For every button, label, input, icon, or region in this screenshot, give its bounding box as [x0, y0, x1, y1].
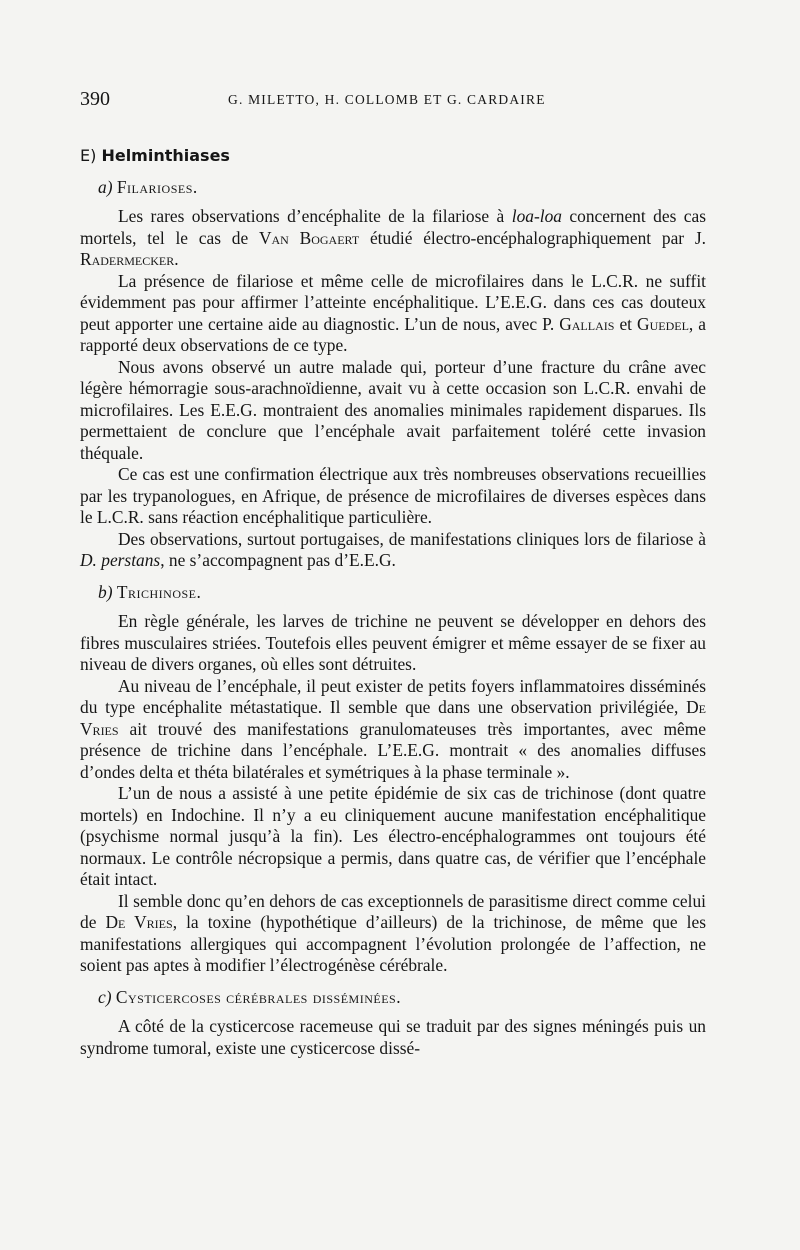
paragraph: En règle générale, les larves de trichine ne peuvent se développer en dehors des fibres musculaires striées. Toutefois elles peuvent émigrer et même essayer de se fixer au niveau de divers organes, où elles sont détruites. [80, 611, 706, 674]
paragraph: La présence de filariose et même celle de microfilaires dans le L.C.R. ne suffit évidemment pas pour affirmer l’atteinte encéphalitique. L’E.E.G. dans ces cas douteux peut apporter une certaine aide au diagnostic. L’un de nous, avec P. Gallais et Guedel, a rapporté deux observations de ce type. [80, 270, 706, 355]
subsection-heading-c [80, 987, 706, 1009]
subsection-letter: a) [98, 176, 113, 197]
italic-term: D. perstans [80, 550, 161, 570]
page-number: 390 [80, 88, 110, 110]
subsection-title: Filarioses. [116, 176, 198, 197]
subsection-heading-b [80, 582, 706, 604]
section-heading [80, 145, 706, 167]
subsection-title: Cysticercoses cérébrales disséminées. [115, 986, 402, 1007]
paragraph: Il semble donc qu’en dehors de cas exceptionnels de parasitisme direct comme celui de De Vries, la toxine (hypothétique d’ailleurs) de la trichinose, de même que les manifestations allergiques qui accompagnent l’évolution prolongée de l’affection, ne soient pas aptes à modifier l’électrogénèse cérébrale. [80, 890, 706, 975]
running-header [80, 88, 706, 114]
author-name: De Vries [80, 697, 706, 739]
section-label: E) [80, 146, 97, 165]
paragraph: Nous avons observé un autre malade qui, porteur d’une fracture du crâne avec légère hémorragie sous-arachnoïdienne, avait vu à cette occasion son L.C.R. envahi de microfilaires. Les E.E.G. montraient des anomalies minimales rapidement disparues. Ils permettaient de conclure que l’encéphale avait parfaitement toléré cette invasion théquale. [80, 356, 706, 463]
section-title: Helminthiases [101, 146, 230, 165]
paragraph: L’un de nous a assisté à une petite épidémie de six cas de trichinose (dont quatre mortels) en Indochine. Il n’y a eu cliniquement aucune manifestation encéphalitique (psychisme normal jusqu’à la fin). Les électro-encéphalogrammes ont toujours été normaux. Le contrôle nécropsique a permis, dans quatre cas, de vérifier que l’encéphale était intact. [80, 783, 706, 889]
paragraph: A côté de la cysticercose racemeuse qui se traduit par des signes méningés puis un syndrome tumoral, existe une cysticercose dissé- [80, 1016, 706, 1058]
author-name: Van Bogaert [258, 227, 360, 248]
subsection-heading-a [80, 177, 706, 199]
author-name: Gallais [559, 313, 615, 334]
author-name: Radermecker [80, 249, 175, 269]
article-body [80, 145, 706, 1059]
paragraph: Des observations, surtout portugaises, de manifestations cliniques lors de filariose à D. perstans, ne s’accompagnent pas d’E.E.G. [80, 528, 706, 570]
subsection-letter: c) [98, 986, 112, 1007]
subsection-letter: b) [98, 581, 113, 602]
paragraph: Ce cas est une confirmation électrique aux très nombreuses observations recueillies par les trypanologues, en Afrique, de présence de microfilaires de diverses espèces dans le L.C.R. sans réaction encéphalitique particulière. [80, 464, 706, 527]
subsection-title: Trichinose. [116, 581, 202, 602]
author-name: Guedel [637, 313, 689, 334]
italic-term: loa-loa [511, 206, 562, 226]
paragraph: Les rares observations d’encéphalite de la filariose à loa-loa concernent des cas mortels, tel le cas de Van Bogaert étudié électro-encéphalographiquement par J. Radermecker. [80, 206, 707, 269]
running-title: G. MILETTO, H. COLLOMB ET G. CARDAIRE [228, 92, 546, 107]
paragraph: Au niveau de l’encéphale, il peut exister de petits foyers inflammatoires disséminés du type encéphalite métastatique. Il semble que dans une observation privilégiée, De Vries ait trouvé des manifestations granulomateuses très importantes, avec même présence de trichine dans l’encéphale. L’E.E.G. montrait « des anomalies diffuses d’ondes delta et théta bilatérales et symétriques à la phase terminale ». [80, 675, 706, 782]
author-name: De Vries [105, 912, 173, 932]
